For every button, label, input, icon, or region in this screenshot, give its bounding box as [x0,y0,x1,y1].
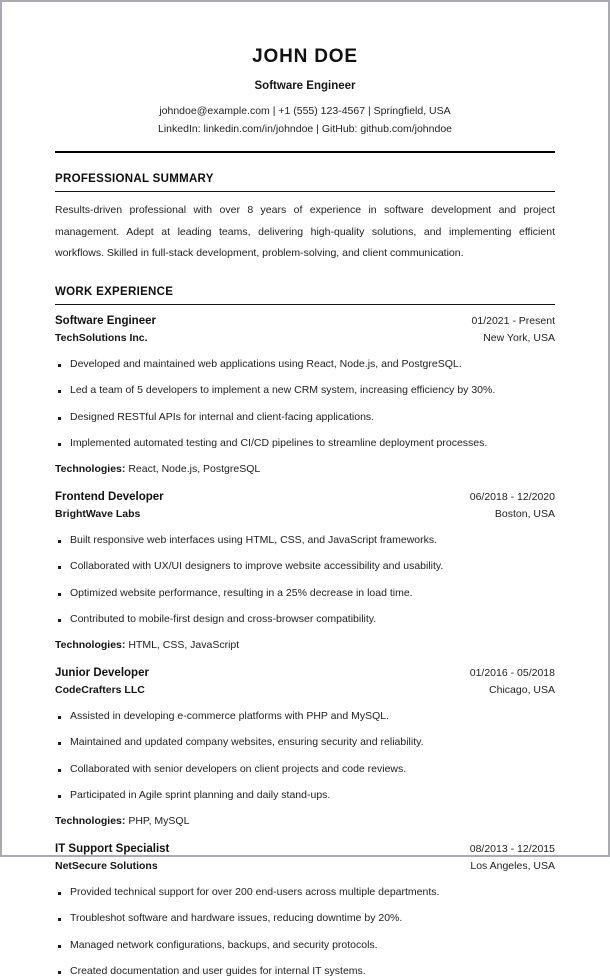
header-divider [55,151,555,153]
company-name: CodeCrafters LLC [55,684,145,696]
summary-text: Results-driven professional with over 8 years of experience in software development and project management. Adept at leading teams, delivering high-quality solutions, and implementing efficient workflows. Skilled in full-stack development, problem-solving, and client communication. [55,200,555,265]
technologies-label: Technologies: [55,639,125,651]
job-title-row [55,843,555,855]
job-bullet: Contributed to mobile-first design and cross-browser compatibility. [55,612,555,626]
section-work-experience [55,286,555,978]
company-name: NetSecure Solutions [55,860,158,872]
job-bullet: Created documentation and user guides for internal IT systems. [55,964,555,978]
technologies-label: Technologies: [55,815,125,827]
job-bullet: Implemented automated testing and CI/CD pipelines to streamline deployment processes. [55,436,555,450]
job-entry [55,667,555,827]
company-row [55,860,555,872]
job-dates: 01/2016 - 05/2018 [470,667,555,679]
job-location: Boston, USA [495,508,555,520]
technologies-label: Technologies: [55,463,125,475]
job-title-row [55,315,555,327]
job-bullet: Maintained and updated company websites, ensuring security and reliability. [55,735,555,749]
technologies-value: HTML, CSS, JavaScript [128,639,239,651]
technologies-line [55,639,555,651]
company-row [55,684,555,696]
job-bullet: Troubleshot software and hardware issues, reducing downtime by 20%. [55,911,555,925]
company-name: TechSolutions Inc. [55,332,148,344]
job-bullets [55,885,555,978]
job-dates: 08/2013 - 12/2015 [470,843,555,855]
contact-line-2: LinkedIn: linkedin.com/in/johndoe | GitHub: github.com/johndoe [55,120,555,138]
job-bullets [55,533,555,627]
job-bullet: Collaborated with UX/UI designers to improve website accessibility and usability. [55,559,555,573]
resume-header [55,2,555,138]
company-row [55,508,555,520]
job-title-row [55,491,555,503]
technologies-value: React, Node.js, PostgreSQL [128,463,260,475]
job-bullet: Optimized website performance, resulting in a 25% decrease in load time. [55,586,555,600]
person-name: JOHN DOE [55,46,555,68]
job-bullet: Collaborated with senior developers on client projects and code reviews. [55,762,555,776]
job-dates: 01/2021 - Present [472,315,555,327]
section-professional-summary [55,173,555,265]
job-bullet: Participated in Agile sprint planning and daily stand-ups. [55,788,555,802]
job-bullets [55,357,555,451]
job-title: Software Engineer [55,315,156,327]
job-entry [55,843,555,978]
job-bullet: Developed and maintained web applications using React, Node.js, and PostgreSQL. [55,357,555,371]
job-title: IT Support Specialist [55,843,169,855]
summary-heading: PROFESSIONAL SUMMARY [55,173,555,192]
technologies-value: PHP, MySQL [128,815,189,827]
job-title: Frontend Developer [55,491,164,503]
job-bullet: Built responsive web interfaces using HTML, CSS, and JavaScript frameworks. [55,533,555,547]
company-name: BrightWave Labs [55,508,140,520]
job-bullet: Provided technical support for over 200 end-users across multiple departments. [55,885,555,899]
job-bullet: Designed RESTful APIs for internal and client-facing applications. [55,410,555,424]
job-bullet: Assisted in developing e-commerce platforms with PHP and MySQL. [55,709,555,723]
job-location: Los Angeles, USA [470,860,555,872]
job-title-row [55,667,555,679]
job-bullet: Led a team of 5 developers to implement a new CRM system, increasing efficiency by 30%. [55,383,555,397]
company-row [55,332,555,344]
contact-line-1: johndoe@example.com | +1 (555) 123-4567 | Springfield, USA [55,102,555,120]
technologies-line [55,463,555,475]
job-entry [55,491,555,651]
job-dates: 06/2018 - 12/2020 [470,491,555,503]
job-location: Chicago, USA [489,684,555,696]
person-job-title: Software Engineer [55,80,555,92]
job-location: New York, USA [483,332,555,344]
experience-heading: WORK EXPERIENCE [55,286,555,305]
job-bullets [55,709,555,803]
job-bullet: Managed network configurations, backups, and security protocols. [55,938,555,952]
technologies-line [55,815,555,827]
job-entry [55,315,555,475]
job-title: Junior Developer [55,667,149,679]
